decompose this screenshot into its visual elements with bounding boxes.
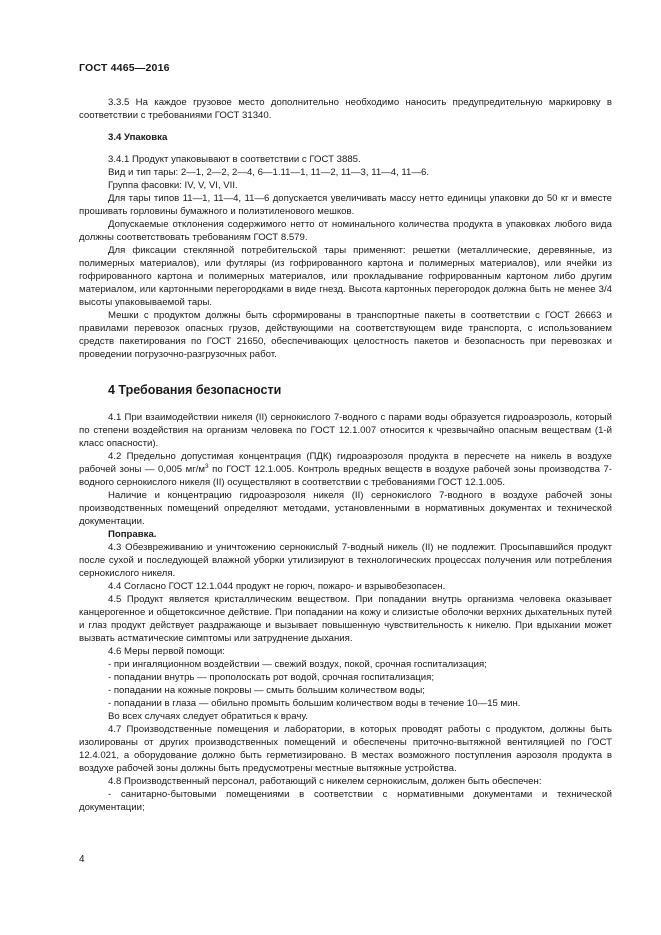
paragraph-3-4-1: 3.4.1 Продукт упаковывают в соответствии с ГОСТ 3885. xyxy=(108,154,361,165)
section-heading-4: 4 Требования безопасности xyxy=(108,383,282,397)
list-item-inhalation: - при ингаляционном воздействии — свежий воздух, покой, срочная госпитализация; xyxy=(108,659,487,670)
paragraph-4-8: 4.8 Производственный персонал, работающий с никелем сернокислым, должен быть обеспечен: xyxy=(108,776,542,787)
paragraph-4-7: 4.7 Производственные помещения и лаборатории, в которых проводят работы с продуктом, должны быть изолированы от других производственных помещений и обеспечены приточно-вытяжной вентиляцией по ГОСТ 12.4.021, а оборудование должно быть герметизировано. В местах возможного поступления аэрозоля продукта в воздухе рабочей зоны должны быть предусмотрены местные вытяжные устройства. xyxy=(79,724,612,774)
paragraph-4-2-part-a: 4.2 Предельно допустимая концентрация (ПДК) гидроаэрозоля продукта в пересчете на никель в воздухе рабочей зоны — 0,005 мг/м xyxy=(79,451,612,475)
standard-header: ГОСТ 4465—2016 xyxy=(79,62,170,74)
subsection-heading-3-4: 3.4 Упаковка xyxy=(108,132,168,143)
paragraph-net-deviation: Допускаемые отклонения содержимого нетто от номинального количества продукта в упаковках любого вида должны соответствовать требованиям ГОСТ 8.579. xyxy=(79,219,612,243)
superscript-cubic: 3 xyxy=(204,462,209,470)
paragraph-glass-fixing: Для фиксации стеклянной потребительской тары применяют: решетки (металлические, деревянные, из полимерных материалов), или футляры (из гофрированного картона и полимерных материалов), или ячейки из гофрированного картона и полимерных материалов, или прокладывание гофрированным картоном либо другим материалом, или картонными перегородками в виде гнезд. Высота картонных перегородок должна быть не менее 3/4 высоты упаковываемой тары. xyxy=(79,245,612,308)
paragraph-4-2 xyxy=(79,450,612,489)
page-number: 4 xyxy=(79,854,85,865)
paragraph-packing-group: Группа фасовки: IV, V, VI, VII. xyxy=(108,180,238,191)
paragraph-4-3: 4.3 Обезвреживанию и уничтожению сернокислый 7-водный никель (II) не подлежит. Просыпавшийся продукт после сухой и последующей влажной уборки утилизируют в технологических процессах получения или потребления сернокислого никеля. xyxy=(79,542,612,579)
list-item-sanitary: - санитарно-бытовыми помещениями в соответствии с нормативными документами и технической документации; xyxy=(79,789,612,813)
paragraph-4-2-part-b: по ГОСТ 12.1.005. Контроль вредных веществ в воздухе рабочей зоны производства 7-водного сернокислого никеля (II) осуществляют в соответствии с требованиями ГОСТ 12.1.005. xyxy=(79,464,612,488)
list-item-ingestion: - попадании внутрь — прополоскать рот водой, срочная госпитализация; xyxy=(108,672,435,683)
list-item-eyes: - попадании в глаза — обильно промыть большим количеством воды в течение 10—15 мин. xyxy=(108,698,521,709)
list-item-skin: - попадании на кожные покровы — смыть большим количеством воды; xyxy=(108,685,425,696)
paragraph-transport-packets: Мешки с продуктом должны быть сформированы в транспортные пакеты в соответствии с ГОСТ 26663 и правилами перевозок опасных грузов, действующими на соответствующем виде транспорта, с использованием средств пакетирования по ГОСТ 21650, обеспечивающих целостность пакетов и безопасность при перевозках и проведении погрузочно-разгрузочных работ. xyxy=(79,310,612,360)
paragraph-see-doctor: Во всех случаях следует обратиться к врачу. xyxy=(108,711,308,722)
paragraph-4-6: 4.6 Меры первой помощи: xyxy=(108,646,225,657)
paragraph-4-1: 4.1 При взаимодействии никеля (II) сернокислого 7-водного с парами воды образуется гидроаэрозоль, который по степени воздействия на организм человека по ГОСТ 12.1.007 относится к чрезвычайно опасным веществам (1-й класс опасности). xyxy=(79,412,612,449)
document-body xyxy=(79,96,612,814)
paragraph-4-4: 4.4 Согласно ГОСТ 12.1.044 продукт не горюч, пожаро- и взрывобезопасен. xyxy=(108,581,446,592)
paragraph-tara-types: Вид и тип тары: 2—1, 2—2, 2—4, 6—1.11—1, 11—2, 11—3, 11—4, 11—6. xyxy=(108,167,429,178)
paragraph-tara-11: Для тары типов 11—1, 11—4, 11—6 допускается увеличивать массу нетто единицы упаковки до 50 кг и вместе прошивать горловины бумажного и полиэтиленового мешков. xyxy=(79,193,612,217)
paragraph-4-5: 4.5 Продукт является кристаллическим веществом. При попадании внутрь организма человека оказывает канцерогенное и общетоксичное действие. При попадании на кожу и слизистые оболочки верхних дыхательных путей и глаз продукт действует раздражающе и вызывает повышенную чувствительность к никелю. При вдыхании может вызвать астматические симптомы или затруднение дыхания. xyxy=(79,594,612,644)
paragraph-3-3-5: 3.3.5 На каждое грузовое место дополнительно необходимо наносить предупредительную маркировку в соответствии с требованиями ГОСТ 31340. xyxy=(79,97,612,121)
paragraph-4-2-detection: Наличие и концентрацию гидроаэрозоля никеля (II) сернокислого 7-водного в воздухе рабочей зоны производственных помещений определяют методами, установленными в нормативных документах и технической документации. xyxy=(79,490,612,527)
correction-label: Поправка. xyxy=(108,529,157,540)
